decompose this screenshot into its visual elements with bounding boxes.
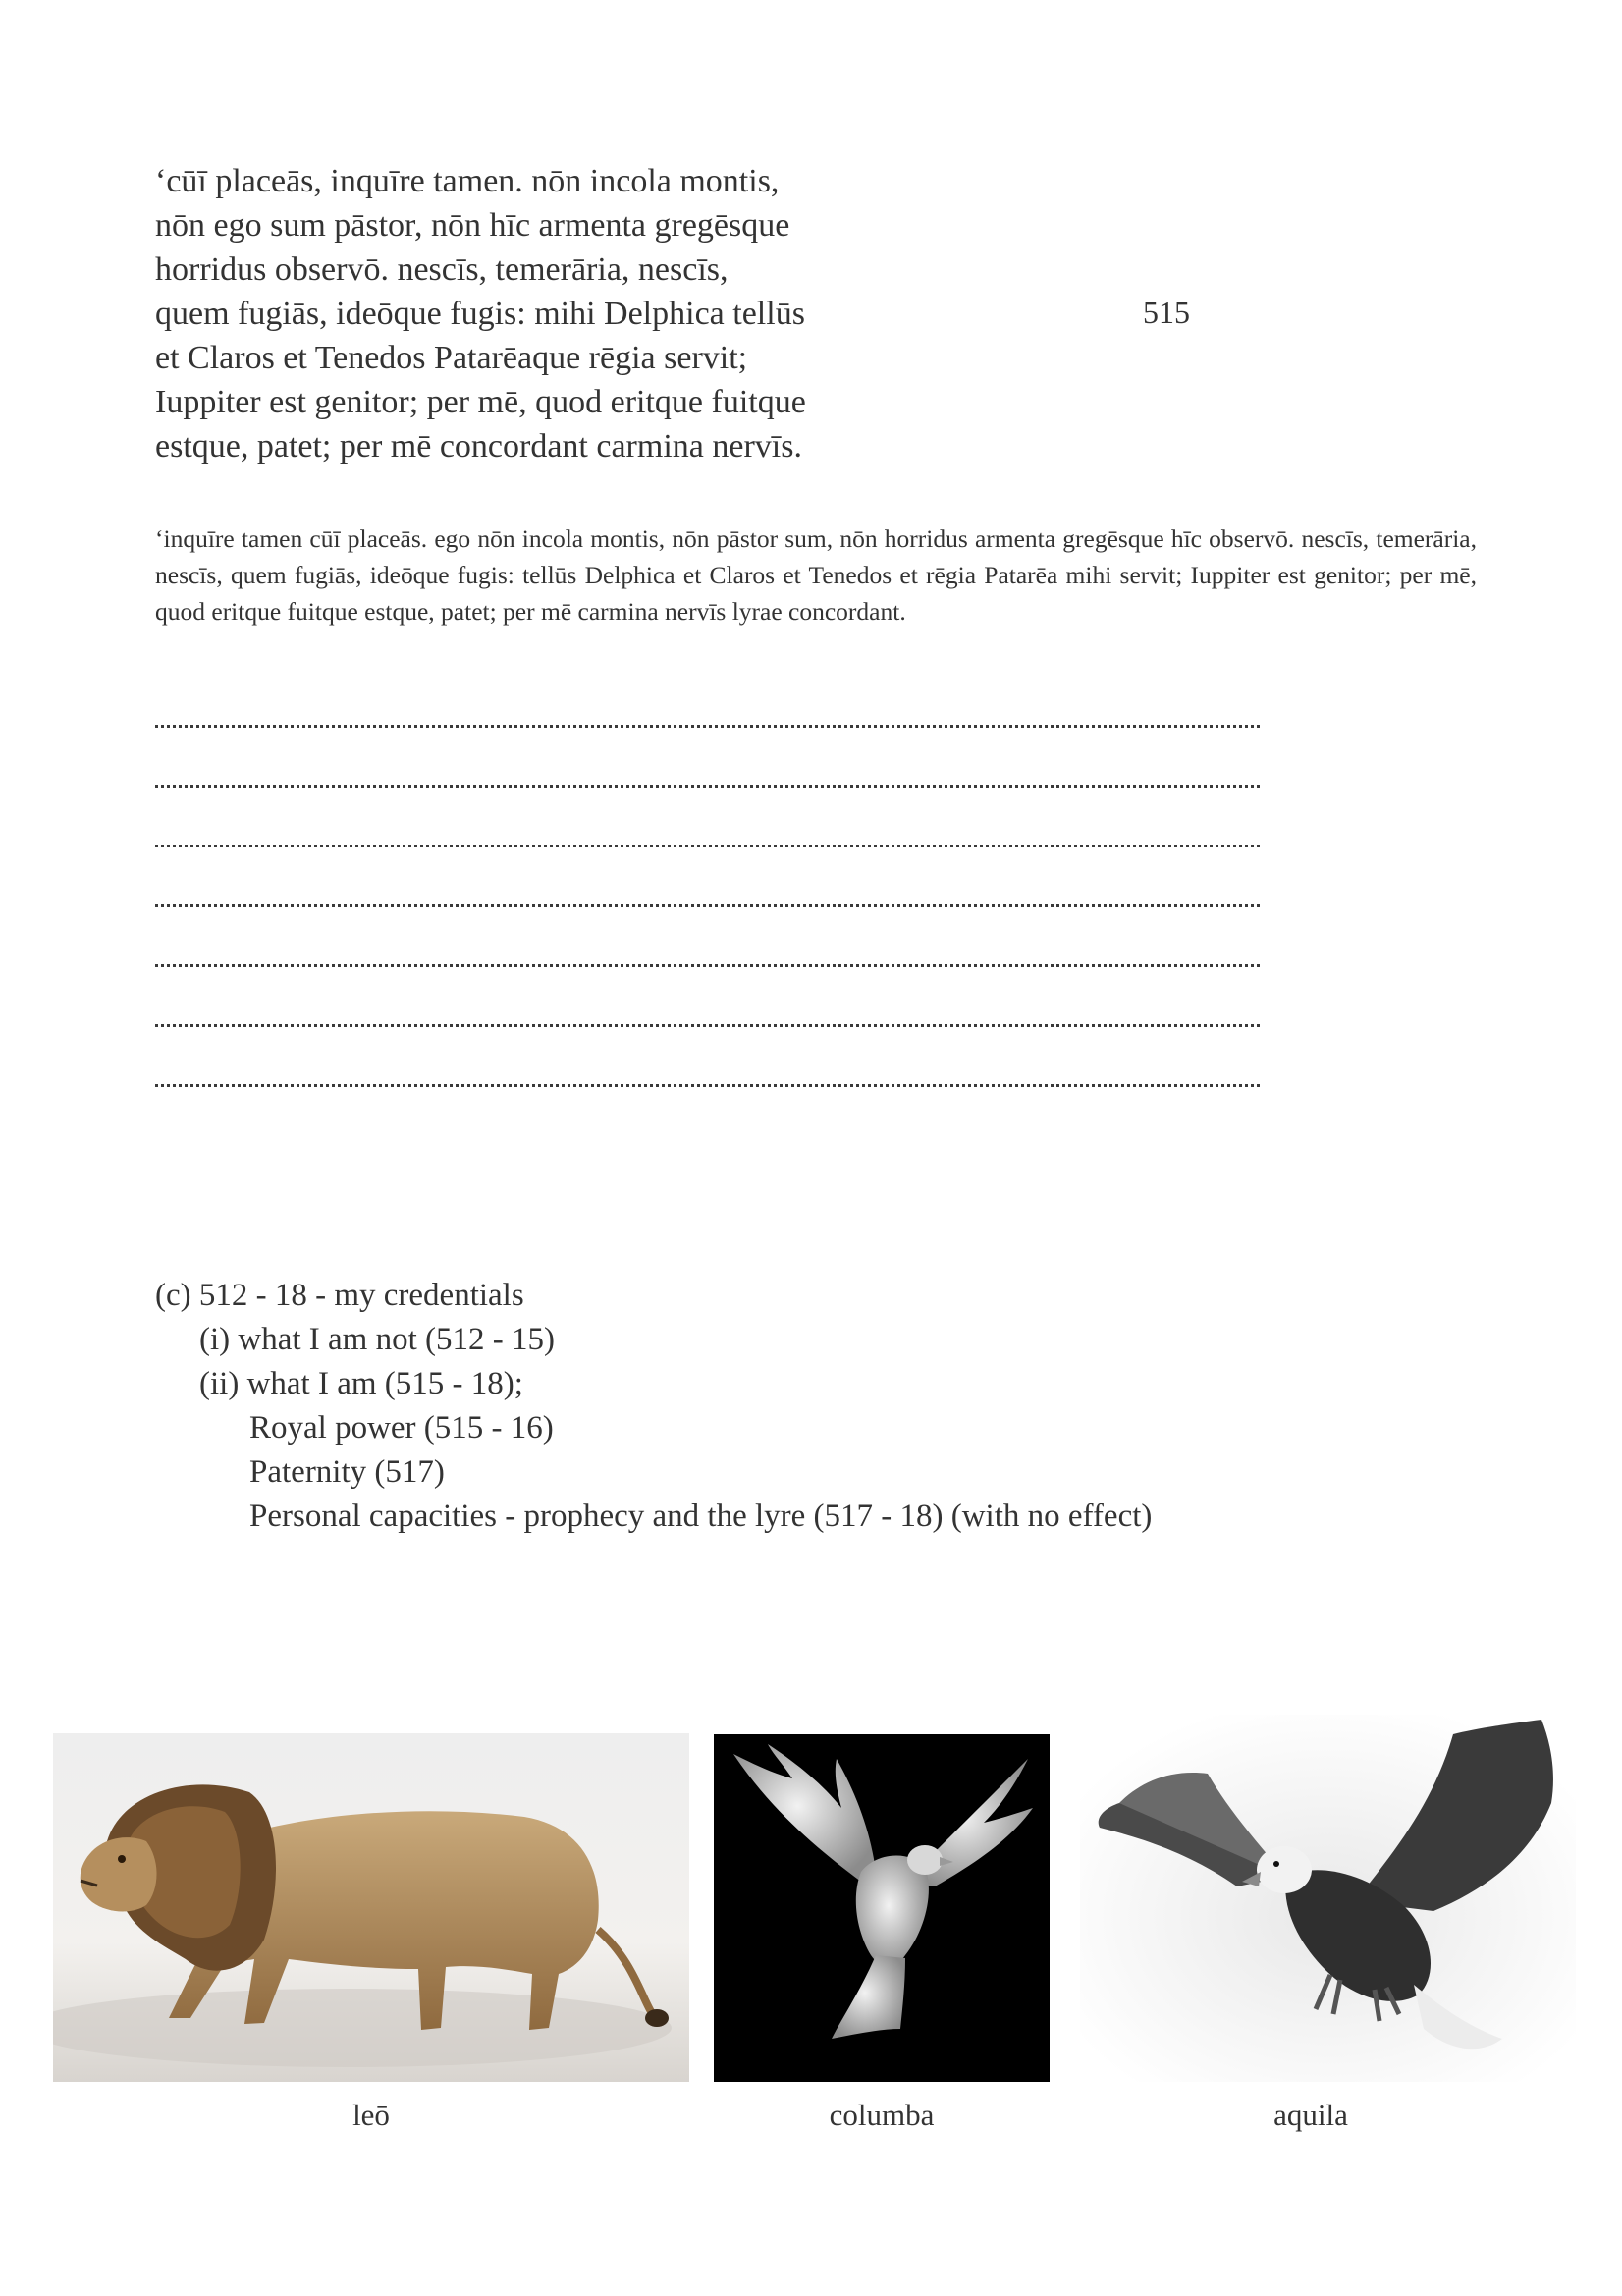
- credentials-outline: [155, 1274, 1152, 1539]
- outline-sub-ii: (ii) what I am (515 - 18);: [199, 1366, 523, 1401]
- poem-line: et Claros et Tenedos Patarēaque rēgia servit;: [155, 340, 748, 376]
- eagle-image: [1080, 1715, 1576, 2082]
- outline-point: Royal power (515 - 16): [249, 1410, 554, 1446]
- answer-line[interactable]: [155, 785, 1260, 790]
- poem-line: ‘cūī placeās, inquīre tamen. nōn incola montis,: [155, 163, 780, 199]
- answer-line[interactable]: [155, 1024, 1260, 1029]
- dove-caption: columba: [829, 2098, 935, 2132]
- lion-image: [53, 1733, 689, 2082]
- answer-line[interactable]: [155, 1084, 1260, 1089]
- latin-poem: [155, 159, 960, 468]
- poem-line: quem fugiās, ideōque fugis: mihi Delphica tellūs: [155, 296, 805, 332]
- answer-line[interactable]: [155, 725, 1260, 730]
- translation-answer-lines[interactable]: [155, 725, 1260, 1144]
- poem-line: estque, patet; per mē concordant carmina nervīs.: [155, 428, 802, 465]
- poem-line: horridus observō. nescīs, temerāria, nescīs,: [155, 251, 729, 288]
- poem-line: nōn ego sum pāstor, nōn hīc armenta gregēsque: [155, 207, 790, 244]
- answer-line[interactable]: [155, 964, 1260, 969]
- dove-image: [714, 1734, 1050, 2082]
- outline-point: Personal capacities - prophecy and the lyre (517 - 18) (with no effect): [249, 1499, 1153, 1534]
- outline-heading: (c) 512 - 18 - my credentials: [155, 1278, 524, 1313]
- verse-line-number: 515: [1143, 295, 1190, 330]
- outline-sub-i: (i) what I am not (512 - 15): [199, 1322, 555, 1357]
- lion-caption: leō: [352, 2098, 390, 2132]
- prose-word-order: ‘inquīre tamen cūī placeās. ego nōn incola montis, nōn pāstor sum, nōn horridus armenta gregēsque hīc observō. nescīs, temerāria, nescīs, quem fugiās, ideōque fugis: tellūs Delphica et Claros et Tenedos et rēgia Patarēa mihi servit; Iuppiter est genitor; per mē, quod eritque fuitque estque, patet; per mē carmina nervīs lyrae concordant.: [155, 524, 1477, 626]
- outline-point: Paternity (517): [249, 1454, 445, 1490]
- answer-line[interactable]: [155, 904, 1260, 909]
- answer-line[interactable]: [155, 845, 1260, 849]
- eagle-caption: aquila: [1273, 2098, 1348, 2132]
- poem-line: Iuppiter est genitor; per mē, quod eritque fuitque: [155, 384, 806, 420]
